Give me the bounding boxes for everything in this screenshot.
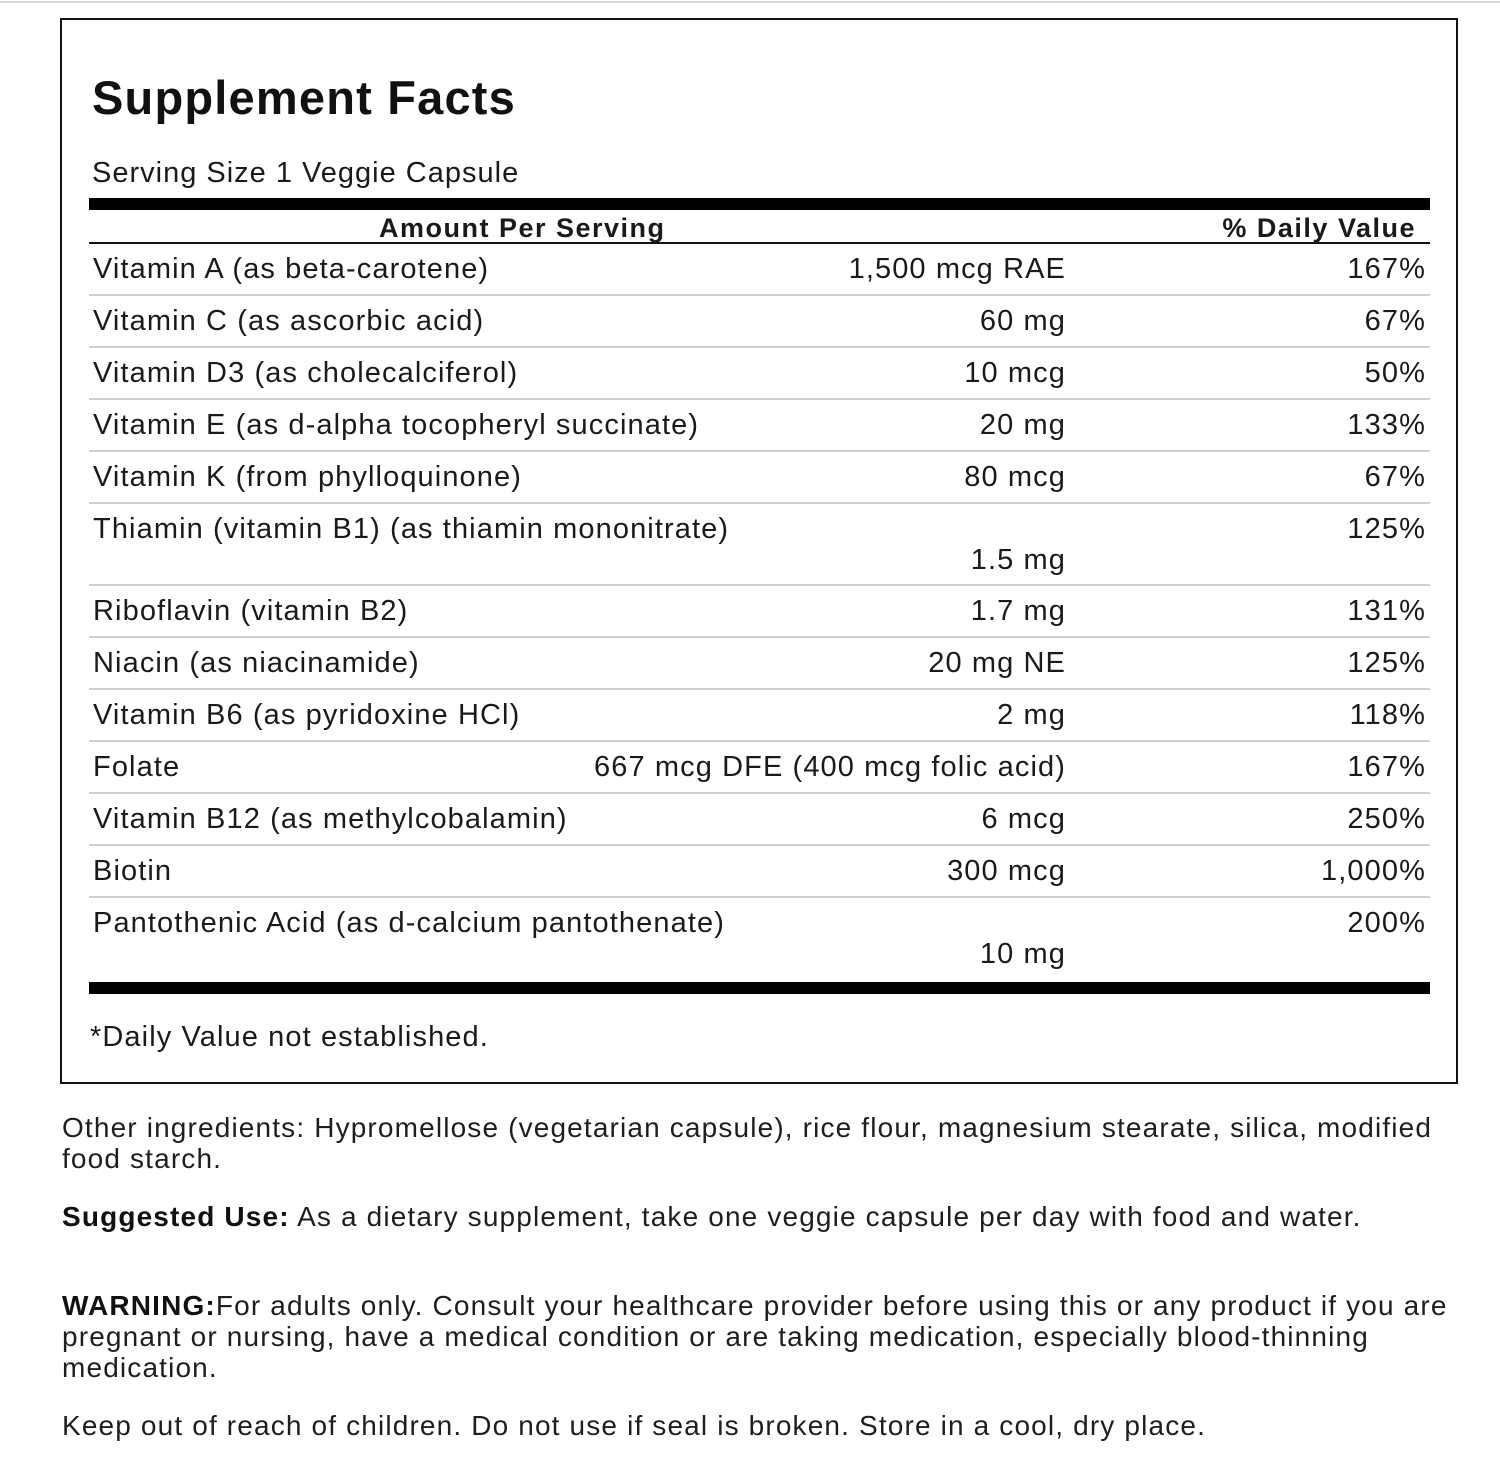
nutrient-row: [89, 504, 1430, 586]
nutrient-daily-value: 125%: [1347, 647, 1426, 679]
nutrient-row: [89, 898, 1430, 978]
nutrient-name: Vitamin K (from phylloquinone): [93, 461, 522, 493]
nutrient-name: Folate: [93, 751, 181, 783]
amount-per-serving-heading: Amount Per Serving: [379, 213, 666, 243]
nutrient-row: [89, 348, 1430, 400]
nutrient-amount: 6 mcg: [981, 803, 1066, 835]
nutrient-amount: 20 mg NE: [928, 647, 1066, 679]
footnote: *Daily Value not established.: [90, 1021, 489, 1053]
suggested-use-text: As a dietary supplement, take one veggie capsule per day with food and water.: [289, 1201, 1362, 1232]
nutrient-name: Vitamin B6 (as pyridoxine HCl): [93, 699, 521, 731]
nutrient-amount: 10 mg: [979, 938, 1066, 970]
nutrient-name: Pantothenic Acid (as d-calcium pantothenate): [93, 907, 725, 939]
thick-divider-bottom: [89, 982, 1430, 994]
nutrient-row: [89, 296, 1430, 348]
supplement-facts-panel: [60, 18, 1458, 1084]
nutrient-table: [89, 244, 1430, 978]
nutrient-amount: 2 mg: [997, 699, 1066, 731]
warning-text: For adults only. Consult your healthcare provider before using this or any product if you are pregnant or nursing, have a medical condition or are taking medication, especially blood-thinning medication.: [62, 1290, 1448, 1383]
nutrient-name: Vitamin C (as ascorbic acid): [93, 305, 485, 337]
nutrient-daily-value: 250%: [1347, 803, 1426, 835]
nutrient-name: Vitamin E (as d-alpha tocopheryl succinate): [93, 409, 700, 441]
nutrient-amount: 300 mcg: [947, 855, 1066, 887]
nutrient-daily-value: 67%: [1364, 461, 1426, 493]
nutrient-daily-value: 133%: [1347, 409, 1426, 441]
nutrient-row: [89, 846, 1430, 898]
nutrient-amount: 10 mcg: [964, 357, 1066, 389]
nutrient-daily-value: 167%: [1347, 751, 1426, 783]
nutrient-row: [89, 690, 1430, 742]
nutrient-amount: 80 mcg: [964, 461, 1066, 493]
nutrient-name: Vitamin D3 (as cholecalciferol): [93, 357, 519, 389]
thick-divider-top: [89, 198, 1430, 210]
nutrient-row: [89, 638, 1430, 690]
nutrient-amount: 1.5 mg: [970, 544, 1066, 576]
other-ingredients: Other ingredients: Hypromellose (vegetarian capsule), rice flour, magnesium stearate, silica, modified food starch.: [62, 1112, 1433, 1174]
storage-instructions: Keep out of reach of children. Do not use if seal is broken. Store in a cool, dry place.: [62, 1410, 1207, 1441]
warning: [62, 1290, 1472, 1383]
top-divider: [0, 1, 1500, 3]
column-header: [89, 210, 1430, 244]
nutrient-name: Thiamin (vitamin B1) (as thiamin mononitrate): [93, 513, 730, 545]
nutrient-row: [89, 400, 1430, 452]
nutrient-amount: 20 mg: [979, 409, 1066, 441]
nutrient-row: [89, 586, 1430, 638]
nutrient-daily-value: 1,000%: [1321, 855, 1426, 887]
nutrient-row: [89, 452, 1430, 504]
nutrient-daily-value: 125%: [1347, 513, 1426, 545]
nutrient-row: [89, 244, 1430, 296]
suggested-use: [62, 1201, 1472, 1232]
nutrient-name: Biotin: [93, 855, 173, 887]
daily-value-heading: % Daily Value: [1222, 213, 1416, 243]
nutrient-amount: 667 mcg DFE (400 mcg folic acid): [594, 751, 1066, 783]
serving-size: Serving Size 1 Veggie Capsule: [92, 157, 520, 189]
nutrient-daily-value: 131%: [1347, 595, 1426, 627]
nutrient-daily-value: 67%: [1364, 305, 1426, 337]
nutrient-daily-value: 50%: [1364, 357, 1426, 389]
nutrient-name: Riboflavin (vitamin B2): [93, 595, 409, 627]
nutrient-daily-value: 167%: [1347, 253, 1426, 285]
nutrient-daily-value: 118%: [1349, 699, 1426, 731]
nutrient-name: Vitamin A (as beta-carotene): [93, 253, 490, 285]
nutrient-amount: 60 mg: [979, 305, 1066, 337]
panel-title: Supplement Facts: [92, 71, 517, 124]
suggested-use-label: Suggested Use:: [62, 1201, 290, 1232]
nutrient-name: Vitamin B12 (as methylcobalamin): [93, 803, 568, 835]
nutrient-amount: 1.7 mg: [970, 595, 1066, 627]
nutrient-name: Niacin (as niacinamide): [93, 647, 420, 679]
nutrient-daily-value: 200%: [1347, 907, 1426, 939]
nutrient-row: [89, 742, 1430, 794]
nutrient-amount: 1,500 mcg RAE: [848, 253, 1066, 285]
nutrient-row: [89, 794, 1430, 846]
warning-label: WARNING:: [62, 1290, 216, 1321]
